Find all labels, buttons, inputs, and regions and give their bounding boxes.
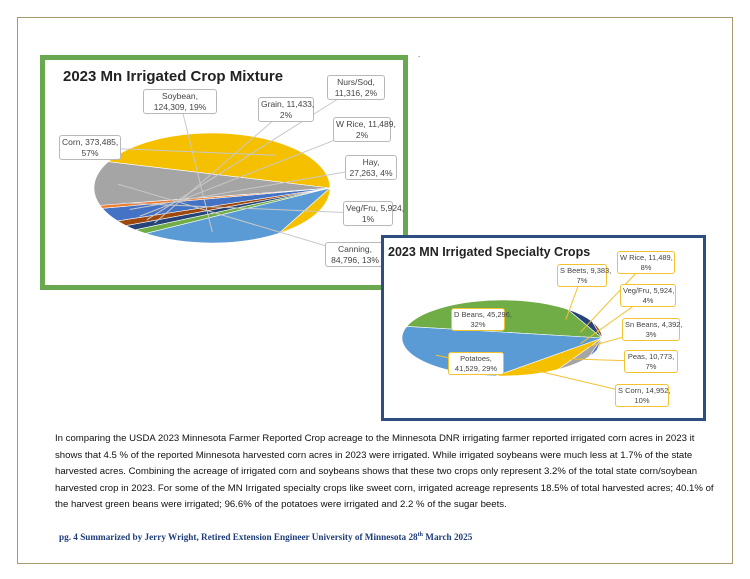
chart-irrigated-crop-mixture — [40, 55, 408, 290]
callout-w-rice: W Rice, 11,489, 2% — [333, 117, 391, 142]
footer-superscript: th — [417, 532, 423, 538]
callout-nurs-sod: Nurs/Sod, 11,316, 2% — [327, 75, 385, 100]
footer-text: pg. 4 Summarized by Jerry Wright, Retired Extension Engineer University of Minnesota 28 — [59, 532, 418, 543]
callout-hay: Hay, 27,263, 4% — [345, 155, 397, 180]
page-footer — [59, 532, 472, 542]
footer-suffix: March 2025 — [422, 532, 473, 543]
callout-veg-fru: Veg/Fru, 5,924, 1% — [343, 201, 393, 226]
callout-canning: Canning, 84,796, 13% — [325, 242, 385, 267]
callout-grain: Grain, 11,433, 2% — [258, 97, 314, 122]
page-mark: . — [418, 50, 421, 59]
callout-s-beets: S Beets, 9,383, 7% — [557, 264, 607, 287]
chart2-title: 2023 MN Irrigated Specialty Crops — [388, 245, 591, 259]
callout-s-corn: S Corn, 14,952, 10% — [615, 384, 669, 407]
callout-sn-beans: Sn Beans, 4,392, 3% — [622, 318, 680, 341]
callout-peas: Peas, 10,773, 7% — [624, 350, 678, 373]
callout-soybean: Soybean, 124,309, 19% — [143, 89, 217, 114]
body-paragraph: In comparing the USDA 2023 Minnesota Farmer Reported Crop acreage to the Minnesota DNR irrigating farmer reported irrigated corn acres in 2023 it shows that 4.5 % of the reported Minnesota harvested corn acres in 2023 were irrigated. While irrigated soybeans were much less at 1.7% of the state harvested acres. Combining the acreage of irrigated corn and soybeans shows that these two crops only represent 3.2% of the total state corn/soybean harvested crop in 2023. For some of the MN Irrigated specialty crops like sweet corn, irrigated acreage represents 18.5% of total harvested acres; 40.1% of the harvest green beans were irrigated; 96.6% of the potatoes were irrigated and 2.2 % of the sugar beets. — [55, 433, 714, 511]
chart1-title: 2023 Mn Irrigated Crop Mixture — [63, 68, 284, 85]
callout-corn: Corn, 373,485, 57% — [59, 135, 121, 160]
chart-irrigated-specialty-crops — [381, 235, 706, 421]
callout-d-beans: D Beans, 45,296 32% — [451, 308, 505, 331]
callout-veg-fru-2: Veg/Fru, 5,924, 4% — [620, 284, 676, 307]
callout-potatoes: Potatoes, 41,529, 29% — [448, 352, 504, 375]
callout-w-rice-2: W Rice, 11,489, 8% — [617, 251, 675, 274]
